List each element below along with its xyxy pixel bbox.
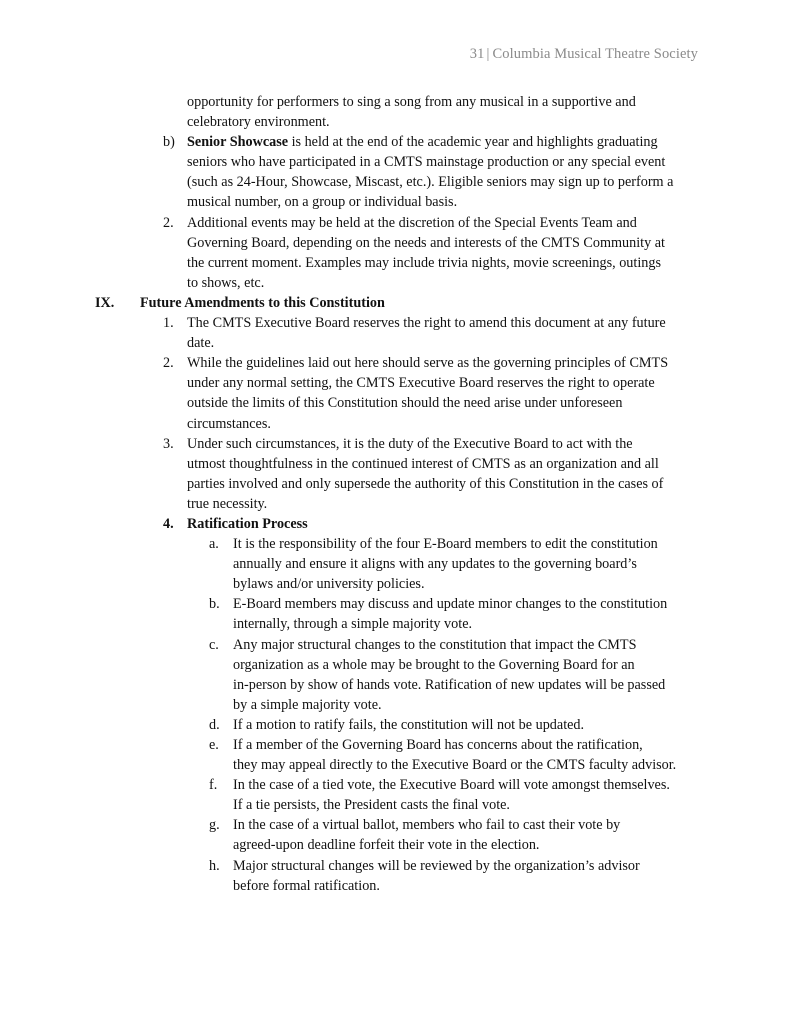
sub-list-item: c. Any major structural changes to the constitution that impact the CMTS (0, 635, 791, 655)
text-line: celebratory environment. (187, 114, 330, 131)
list-item-additional-events: 2. Additional events may be held at the discretion of the Special Events Team and (0, 213, 791, 233)
text-line: to shows, etc. (187, 274, 265, 291)
text-line: by a simple majority vote. (233, 696, 382, 713)
list-marker: 4. (163, 515, 174, 532)
list-item: 3. Under such circumstances, it is the duty of the Executive Board to act with the (0, 434, 791, 454)
section-title: Future Amendments to this Constitution (140, 294, 385, 311)
list-marker: 3. (163, 435, 174, 452)
text-line: under any normal setting, the CMTS Executive Board reserves the right to operate (187, 375, 655, 392)
text-line: circumstances. (187, 415, 271, 432)
list-marker: a. (209, 536, 219, 553)
text-line: organization as a whole may be brought to the Governing Board for an (233, 656, 635, 673)
text-line: musical number, on a group or individual basis. (187, 194, 458, 211)
list-marker: e. (209, 737, 219, 753)
list-marker: g. (209, 817, 220, 834)
text-line: they may appeal directly to the Executive Board or the CMTS faculty advisor. (233, 757, 677, 774)
list-marker: b. (209, 596, 220, 613)
text-line: before formal ratification. (233, 877, 380, 894)
text-line: utmost thoughtfulness in the continued interest of CMTS as an organization and all (187, 455, 659, 472)
text-line: opportunity for performers to sing a song from any musical in a supportive and (187, 94, 636, 110)
text-line: in-person by show of hands vote. Ratification of new updates will be passed (233, 676, 666, 693)
list-marker: d. (209, 716, 220, 733)
text-line: annually and ensure it aligns with any updates to the governing board’s (233, 556, 637, 573)
list-item: 2. While the guidelines laid out here should serve as the governing principles of CMTS (0, 353, 791, 373)
list-marker: 2. (163, 355, 174, 372)
text-line: Governing Board, depending on the needs and interests of the CMTS Community at (187, 234, 665, 251)
page-number: 31 (469, 46, 485, 62)
senior-showcase-term: Senior Showcase (187, 134, 289, 151)
list-item: 1. The CMTS Executive Board reserves the right to amend this document at any future (0, 313, 791, 333)
text-line: seniors who have participated in a CMTS mainstage production or any special event (187, 154, 666, 171)
list-marker: 1. (163, 315, 174, 332)
sub-list-item: g. In the case of a virtual ballot, members who fail to cast their vote by (0, 815, 791, 835)
section-heading-ix (0, 293, 791, 313)
list-marker: h. (209, 857, 220, 874)
list-marker: b) (163, 134, 175, 151)
sub-list-item: b. E-Board members may discuss and update minor changes to the constitution (0, 594, 791, 614)
sub-list-item: f. In the case of a tied vote, the Executive Board will vote amongst themselves. (0, 775, 791, 795)
section-number: IX. (95, 294, 115, 311)
text-line: outside the limits of this Constitution should the need arise under unforeseen (187, 395, 623, 412)
text-line: date. (187, 335, 215, 352)
sub-list-item: h. Major structural changes will be reviewed by the organization’s advisor (0, 856, 791, 876)
text-line: agreed-upon deadline forfeit their vote in the election. (233, 837, 540, 854)
text-line: the current moment. Examples may include trivia nights, movie screenings, outings (187, 254, 661, 271)
subsection-title: Ratification Process (187, 515, 308, 532)
document-body (0, 92, 791, 896)
header-separator: | (486, 46, 490, 62)
list-marker: c. (209, 636, 219, 653)
subsection-heading-ratification (0, 514, 791, 534)
sub-list-item: a. It is the responsibility of the four E-Board members to edit the constitution (0, 534, 791, 554)
text-line: If a tie persists, the President casts the final vote. (233, 797, 510, 814)
list-marker: f. (209, 777, 218, 794)
text-line: parties involved and only supersede the authority of this Constitution in the cases of (187, 475, 664, 492)
text-line: bylaws and/or university policies. (233, 576, 425, 593)
text-line: internally, through a simple majority vote. (233, 616, 473, 633)
sub-list-item: e. If a member of the Governing Board has concerns about the ratification, (0, 735, 791, 755)
text-line: (such as 24-Hour, Showcase, Miscast, etc.). Eligible seniors may sign up to perform a (187, 174, 674, 191)
list-marker: 2. (163, 214, 174, 231)
list-item-senior-showcase: b) Senior Showcase is held at the end of the academic year and highlights graduating (0, 132, 791, 152)
sub-list-item: d. If a motion to ratify fails, the constitution will not be updated. (0, 715, 791, 735)
text-line: true necessity. (187, 495, 268, 512)
document-title: Columbia Musical Theatre Society (492, 46, 698, 62)
page-header (470, 46, 698, 63)
